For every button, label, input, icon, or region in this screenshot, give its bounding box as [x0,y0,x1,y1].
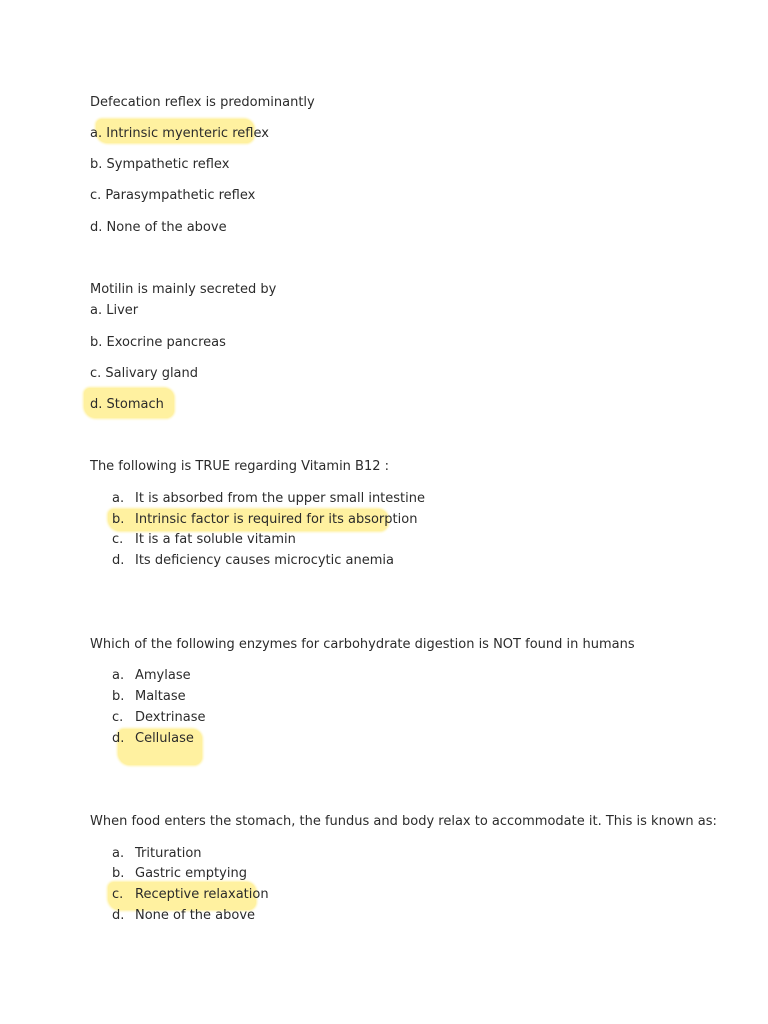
option-c [90,366,198,382]
option-a [90,126,730,142]
option-letter: b. [112,512,125,527]
option-letter: d. [90,220,103,235]
question-3 [90,459,730,568]
option-letter: d. [112,908,125,923]
option-letter: a. [112,846,125,861]
option-letter: c. [112,532,124,547]
option-letter: a. [90,126,103,141]
option-letter: b. [90,335,103,350]
question-stem: The following is TRUE regarding Vitamin B12 : [90,459,390,474]
option-letter: a. [112,668,125,683]
option-text: Trituration [135,846,202,861]
option-text: None of the above [135,908,256,923]
option-text: None of the above [106,220,227,235]
option-c [112,532,296,548]
option-d [112,553,394,569]
option-text: Dextrinase [135,710,206,725]
question-4 [90,637,730,746]
question-2 [90,282,730,412]
option-letter: d. [112,553,125,568]
option-text: Liver [106,303,139,318]
option-text: Intrinsic factor is required for its absorption [135,512,418,527]
option-d [112,731,752,747]
option-text: Gastric emptying [135,866,247,881]
option-letter: d. [90,397,103,412]
option-d [90,397,730,413]
option-c [112,887,752,903]
option-letter: c. [112,887,124,902]
option-text: Stomach [106,397,164,412]
option-text: Amylase [135,668,191,683]
option-text: Intrinsic myenteric reflex [106,126,269,141]
option-letter: b. [112,689,125,704]
question-stem: Motilin is mainly secreted by [90,282,277,297]
option-letter: a. [90,303,103,318]
option-text: Maltase [135,689,186,704]
option-text: Its deficiency causes microcytic anemia [135,553,394,568]
option-letter: b. [112,866,125,881]
question-1 [90,95,730,235]
option-text: Parasympathetic reflex [105,188,256,203]
option-d [90,220,227,236]
option-letter: a. [112,491,125,506]
option-c [90,188,255,204]
option-b [112,689,186,705]
option-b [112,866,247,882]
question-stem: Defecation reflex is predominantly [90,95,315,110]
option-text: It is a fat soluble vitamin [135,532,296,547]
option-b [112,512,752,528]
option-a [90,303,138,319]
option-text: Salivary gland [105,366,199,381]
option-text: Receptive relaxation [135,887,269,902]
option-b [90,157,229,173]
question-5 [90,814,730,923]
option-a [112,491,425,507]
option-letter: d. [112,731,125,746]
option-d [112,908,255,924]
option-text: Cellulase [135,731,194,746]
option-letter: c. [112,710,124,725]
option-a [112,846,202,862]
option-c [112,710,206,726]
question-stem: Which of the following enzymes for carbohydrate digestion is NOT found in humans [90,637,635,652]
option-text: It is absorbed from the upper small intestine [135,491,425,506]
option-letter: c. [90,366,102,381]
option-a [112,668,191,684]
option-letter: b. [90,157,103,172]
option-text: Sympathetic reflex [106,157,230,172]
option-b [90,335,226,351]
option-text: Exocrine pancreas [106,335,226,350]
question-stem: When food enters the stomach, the fundus and body relax to accommodate it. This is known as: [90,814,717,829]
option-letter: c. [90,188,102,203]
